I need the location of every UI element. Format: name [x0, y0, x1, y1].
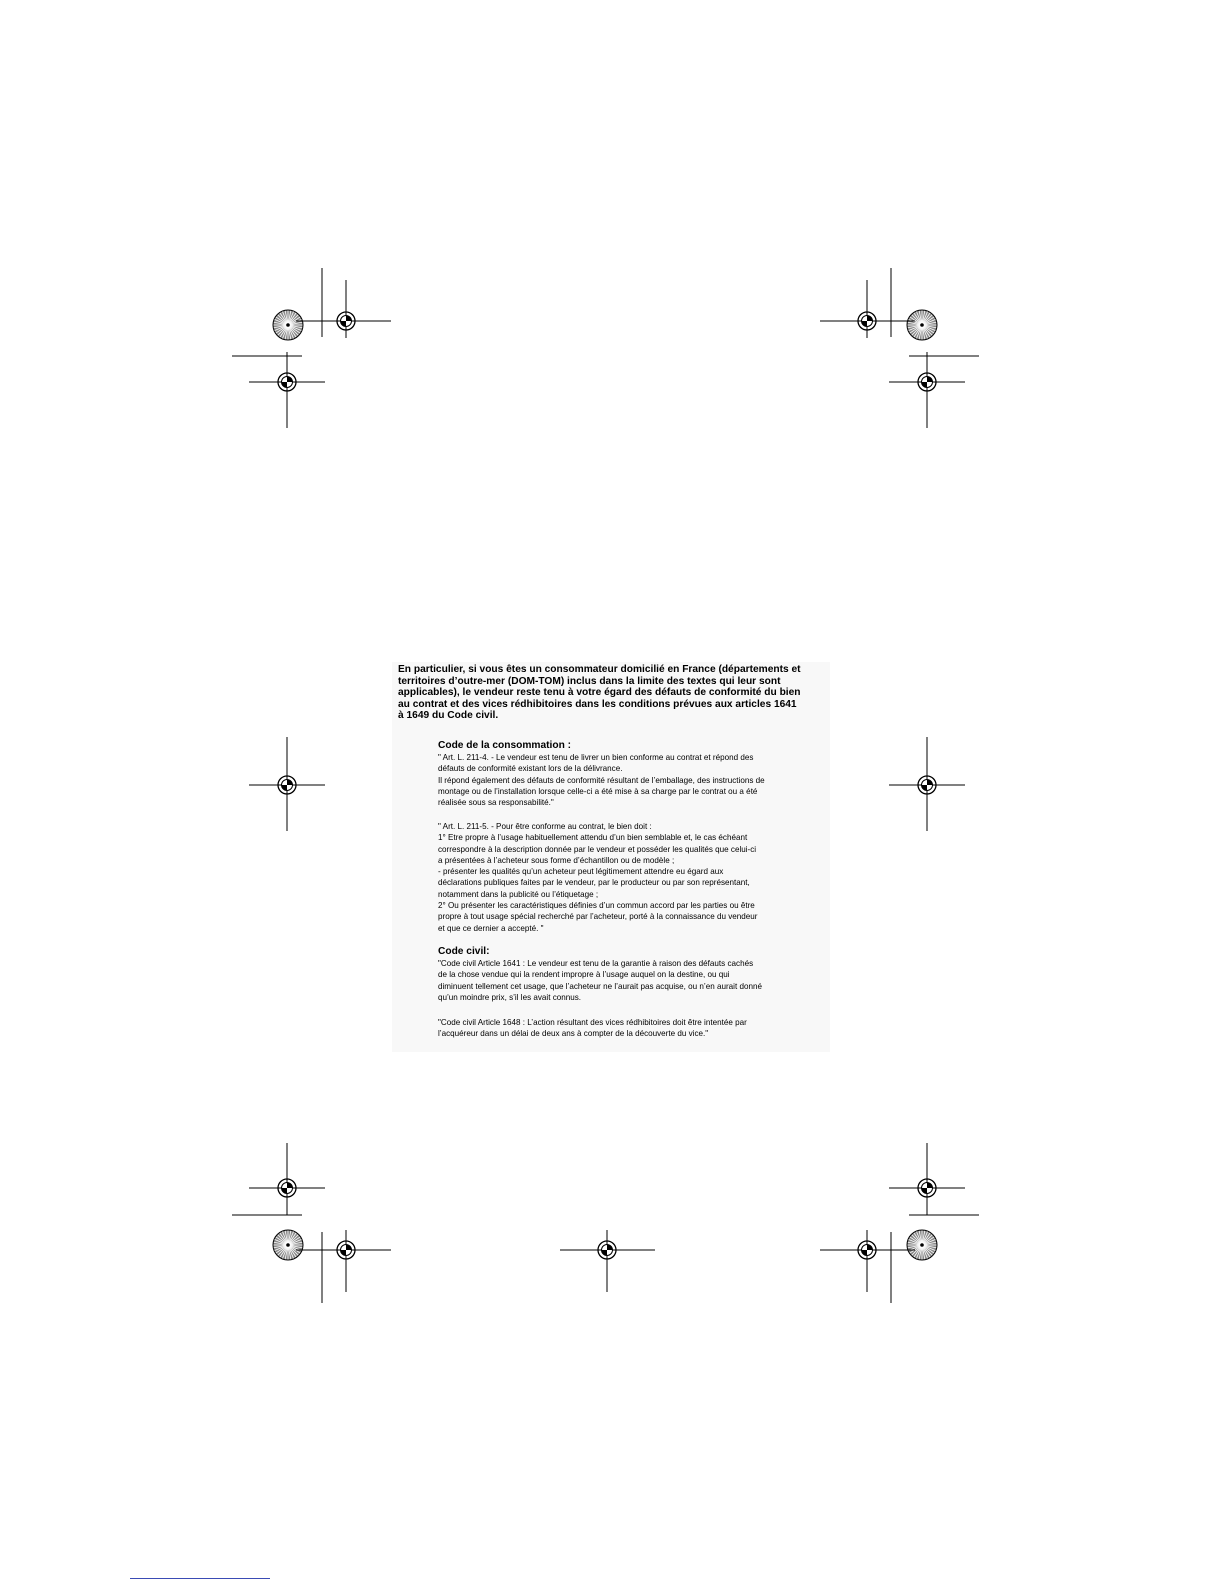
heading-code-civil: Code civil: — [438, 946, 490, 957]
article-l211-4: " Art. L. 211-4. - Le vendeur est tenu de livrer un bien conforme au contrat et répond des défauts de conformité existant lors de la délivrance. Il répond également des défauts de conformité résultant de l’emballage, des instructions de montage ou de l’installation lorsque celle-ci a été mise à sa charge par le contrat ou a été réalisée sous sa responsabilité." — [438, 753, 765, 808]
registration-mark-top-left-h — [296, 280, 391, 338]
color-target-bottom-left — [273, 1230, 303, 1260]
registration-mark-middle-left — [249, 737, 325, 831]
registration-mark-middle-right — [889, 737, 965, 831]
color-target-bottom-right — [907, 1230, 937, 1260]
article-1641: "Code civil Article 1641 : Le vendeur est tenu de la garantie à raison des défauts cachés de la chose vendue qui la rendent impropre à l’usage auquel on la destine, ou qui diminuent tellement cet usage, que l’acheteur ne l’aurait pas acquise, ou n’en aurait donné qu’un moindre prix, s’il les avait connus. — [438, 959, 762, 1002]
crop-marks-top-left — [232, 268, 322, 356]
registration-mark-bottom-left-v — [249, 1143, 325, 1215]
intro-paragraph: En particulier, si vous êtes un consommateur domicilié en France (départements et territoires d’outre-mer (DOM-TOM) inclus dans la limite des textes qui leur sont applicables), le vendeur reste tenu à votre égard des défauts de conformité du bien au contrat et des vices rédhibitoires dans les conditions prévues aux articles 1641 à 1649 du Code civil. — [398, 664, 801, 722]
registration-mark-bottom-left-h — [296, 1230, 391, 1292]
heading-code-consommation: Code de la consommation : — [438, 740, 572, 751]
article-1648: "Code civil Article 1648 : L’action résultant des vices rédhibitoires doit être intentée par l’acquéreur dans un délai de deux ans à compter de la découverte du vice." — [438, 1018, 747, 1039]
registration-mark-top-left-v — [249, 352, 325, 428]
footer-underline — [130, 1578, 270, 1579]
registration-mark-bottom-center — [560, 1230, 655, 1292]
registration-mark-top-right-v — [889, 352, 965, 428]
crop-marks-top-right — [891, 268, 979, 356]
color-target-top-right — [907, 310, 937, 340]
article-l211-5: " Art. L. 211-5. - Pour être conforme au contrat, le bien doit : 1° Etre propre à l’usage habituellement attendu d’un bien semblable et, le cas échéant correspondre à la description donnée par le vendeur et posséder les qualités que celui-ci a présentées à l’acheteur sous forme d’échantillon ou de modèle ; - présenter les qualités qu’un acheteur peut légitimement attendre eu égard aux déclarations publiques faites par le vendeur, par le producteur ou par son représentant, notamment dans la publicité ou l’étiquetage ; 2° Ou présenter les caractéristiques définies d’un commun accord par les parties ou être propre à tout usage spécial recherché par l’acheteur, porté à la connaissance du vendeur et que ce dernier a accepté. " — [438, 822, 758, 933]
section-code-civil — [438, 946, 838, 1003]
registration-mark-bottom-right-h — [820, 1230, 915, 1292]
registration-mark-top-right-h — [820, 280, 915, 338]
crop-marks-bottom-right — [891, 1215, 979, 1303]
color-target-top-left — [273, 310, 303, 340]
crop-marks-bottom-left — [232, 1215, 322, 1303]
registration-mark-bottom-right-v — [889, 1143, 965, 1215]
section-code-consommation — [438, 740, 838, 808]
